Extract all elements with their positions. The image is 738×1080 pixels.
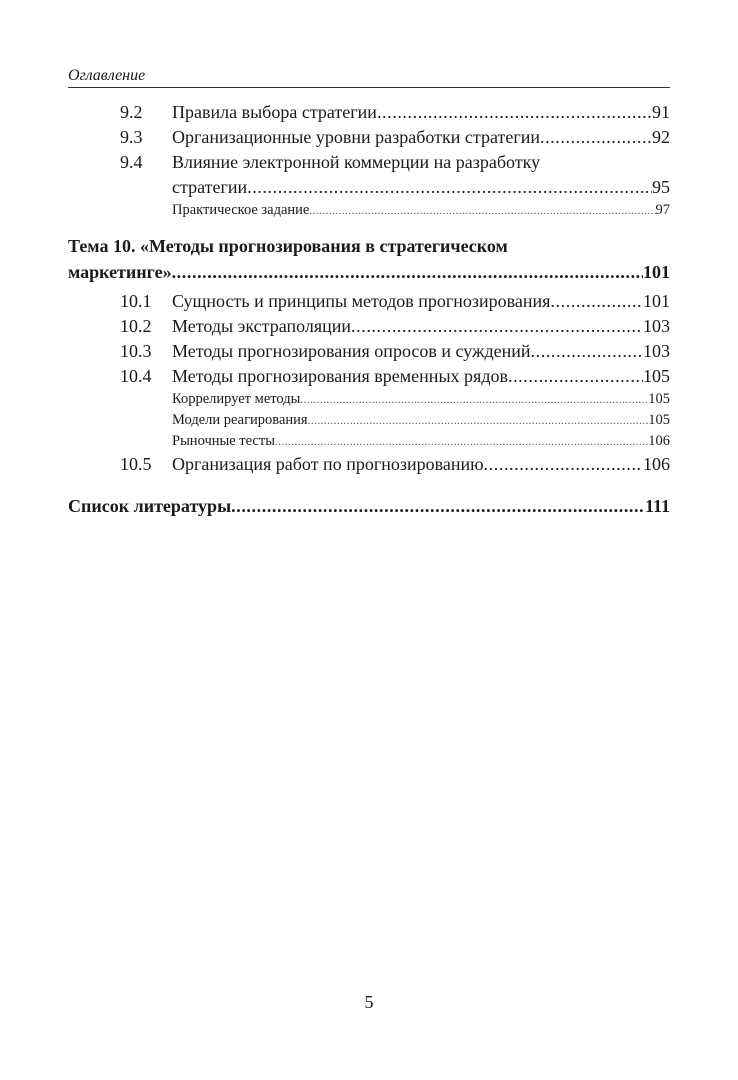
toc-entry-page: 105 [643, 366, 670, 386]
running-header: Оглавление [68, 66, 670, 88]
toc-entry-number: 9.3 [120, 127, 143, 147]
dot-leader [550, 289, 643, 314]
toc-entry-9-4-line2[interactable] [68, 175, 670, 200]
dot-leader [172, 259, 643, 285]
toc-topic-title: Тема 10. «Методы прогнозирования в стратегическом [68, 236, 508, 256]
toc-entry-title: Методы прогнозирования временных рядов [172, 366, 508, 386]
toc-entry-page: 101 [643, 291, 670, 311]
toc-subentry-page: 105 [648, 412, 670, 428]
toc-entry-page: 106 [643, 454, 670, 474]
toc-entry-9-2[interactable] [68, 100, 670, 125]
dot-leader [275, 432, 648, 453]
toc-entry-page: 91 [652, 102, 670, 122]
dot-leader [377, 100, 652, 125]
toc-entry-10-1[interactable] [68, 289, 670, 314]
toc-entry-number: 9.4 [120, 152, 143, 172]
toc-entry-page: 103 [643, 341, 670, 361]
toc-subentry-page: 106 [648, 433, 670, 449]
dot-leader [300, 390, 648, 411]
toc-entry-title: Организационные уровни разработки стратегии [172, 127, 540, 147]
toc-subentry-title: Коррелирует методы [172, 391, 301, 407]
table-of-contents [68, 100, 670, 519]
toc-subentry-practical-task[interactable] [68, 200, 670, 221]
toc-topic-10-line2[interactable] [68, 259, 670, 285]
toc-entry-9-4-line1[interactable] [68, 150, 670, 175]
toc-entry-number: 9.2 [120, 102, 143, 122]
dot-leader [540, 125, 652, 150]
toc-entry-number: 10.1 [120, 291, 152, 311]
dot-leader [308, 411, 649, 432]
toc-subentry-page: 105 [648, 391, 670, 407]
toc-entry-9-3[interactable] [68, 125, 670, 150]
toc-entry-10-4[interactable] [68, 364, 670, 389]
dot-leader [508, 364, 643, 389]
toc-entry-10-3[interactable] [68, 339, 670, 364]
toc-entry-number: 10.2 [120, 316, 152, 336]
toc-bibliography-title: Список литературы [68, 496, 232, 516]
toc-entry-page: 95 [652, 177, 670, 197]
dot-leader [247, 175, 652, 200]
toc-topic-page: 101 [643, 262, 670, 282]
toc-subentry-title: Модели реагирования [172, 412, 308, 428]
toc-topic-10-line1[interactable] [68, 233, 670, 259]
toc-entry-number: 10.5 [120, 454, 152, 474]
toc-subentry-title: Рыночные тесты [172, 433, 275, 449]
toc-topic-title-continued: маркетинге» [68, 262, 172, 282]
toc-entry-title: Правила выбора стратегии [172, 102, 377, 122]
toc-subentry-correlation-methods[interactable] [68, 389, 670, 410]
toc-entry-page: 103 [643, 316, 670, 336]
dot-leader [531, 339, 643, 364]
toc-bibliography-page: 111 [644, 496, 670, 516]
toc-bibliography[interactable] [68, 493, 670, 519]
toc-subentry-title: Практическое задание [172, 202, 310, 218]
dot-leader [309, 201, 655, 222]
toc-subentry-market-tests[interactable] [68, 431, 670, 452]
page-number: 5 [364, 992, 374, 1012]
toc-entry-number: 10.3 [120, 341, 152, 361]
toc-entry-number: 10.4 [120, 366, 152, 386]
toc-entry-page: 92 [652, 127, 670, 147]
toc-entry-title: Организация работ по прогнозированию [172, 454, 484, 474]
toc-entry-10-5[interactable] [68, 452, 670, 477]
toc-entry-title: Сущность и принципы методов прогнозирования [172, 291, 551, 311]
toc-subentry-page: 97 [655, 202, 670, 218]
dot-leader [351, 314, 643, 339]
toc-entry-10-2[interactable] [68, 314, 670, 339]
dot-leader [484, 452, 643, 477]
toc-subentry-response-models[interactable] [68, 410, 670, 431]
toc-entry-title: Методы прогнозирования опросов и суждений [172, 341, 531, 361]
toc-entry-title: Методы экстраполяции [172, 316, 352, 336]
dot-leader [231, 493, 645, 519]
toc-entry-title-continued: стратегии [172, 177, 248, 197]
toc-entry-title: Влияние электронной коммерции на разработку [172, 152, 541, 172]
